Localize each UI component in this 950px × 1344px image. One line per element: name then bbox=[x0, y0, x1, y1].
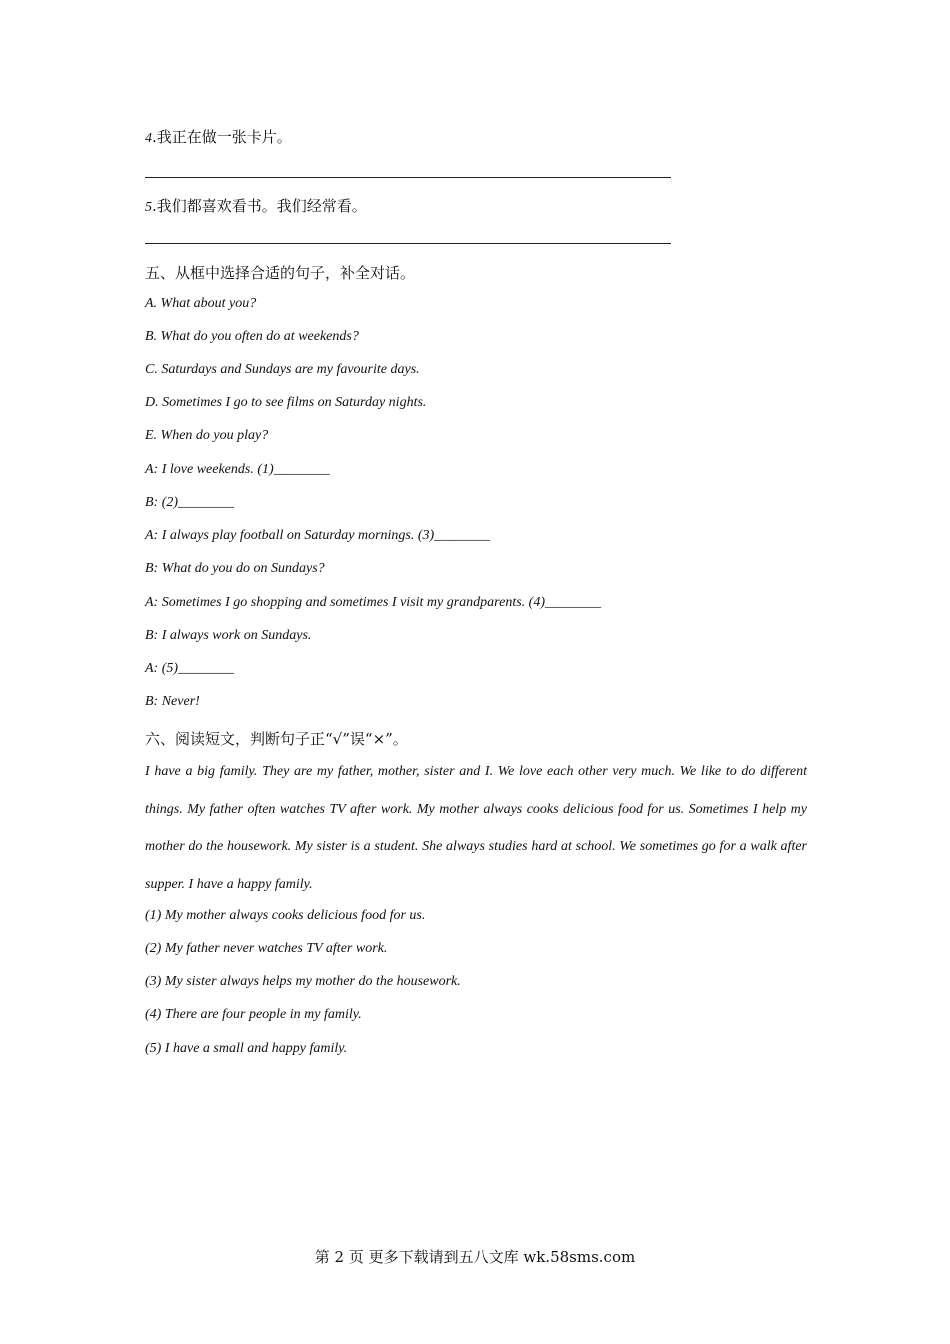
page-footer: 第 2 页 更多下载请到五八文库 wk.58sms.com bbox=[314, 1248, 636, 1266]
statement-3: (3) My sister always helps my mother do the housework. bbox=[145, 974, 461, 989]
option-b: B. What do you often do at weekends? bbox=[145, 329, 359, 344]
translation-item-5: 5.我们都喜欢看书。我们经常看。 bbox=[145, 197, 367, 215]
item-text: 我们都喜欢看书。我们经常看。 bbox=[156, 197, 367, 215]
dialogue-line: B: Never! bbox=[145, 694, 200, 709]
dialogue-line: B: (2)________ bbox=[145, 495, 235, 510]
translation-item-4: 4.我正在做一张卡片。 bbox=[145, 128, 292, 146]
dialogue-line: B: What do you do on Sundays? bbox=[145, 561, 325, 576]
answer-line bbox=[145, 243, 671, 244]
dialogue-line: A: I always play football on Saturday mornings. (3)________ bbox=[145, 528, 491, 543]
statement-5: (5) I have a small and happy family. bbox=[145, 1041, 348, 1056]
item-text: 我正在做一张卡片。 bbox=[156, 128, 292, 146]
statement-4: (4) There are four people in my family. bbox=[145, 1007, 362, 1022]
statement-1: (1) My mother always cooks delicious food for us. bbox=[145, 908, 426, 923]
dialogue-line: B: I always work on Sundays. bbox=[145, 628, 312, 643]
statement-2: (2) My father never watches TV after work. bbox=[145, 941, 388, 956]
option-d: D. Sometimes I go to see films on Saturday nights. bbox=[145, 395, 427, 410]
dialogue-line: A: (5)________ bbox=[145, 661, 235, 676]
reading-passage: I have a big family. They are my father, mother, sister and I. We love each other very much. We like to do different things. My father often watches TV after work. My mother always cooks delicious food for us. Sometimes I help my mother do the housework. My sister is a student. She always studies hard at school. We sometimes go for a walk after supper. I have a happy family. bbox=[145, 764, 807, 892]
option-e: E. When do you play? bbox=[145, 428, 269, 443]
dialogue-line: A: Sometimes I go shopping and sometimes I visit my grandparents. (4)________ bbox=[145, 595, 601, 610]
item-number: 4 bbox=[145, 131, 152, 146]
option-a: A. What about you? bbox=[145, 296, 257, 311]
section6-heading: 六、阅读短文，判断句子正“√”误“×”。 bbox=[145, 730, 408, 748]
section5-heading: 五、从框中选择合适的句子，补全对话。 bbox=[145, 264, 416, 282]
answer-line bbox=[145, 177, 671, 178]
item-number: 5 bbox=[145, 200, 152, 215]
option-c: C. Saturdays and Sundays are my favourite days. bbox=[145, 362, 420, 377]
dialogue-line: A: I love weekends. (1)________ bbox=[145, 462, 330, 477]
